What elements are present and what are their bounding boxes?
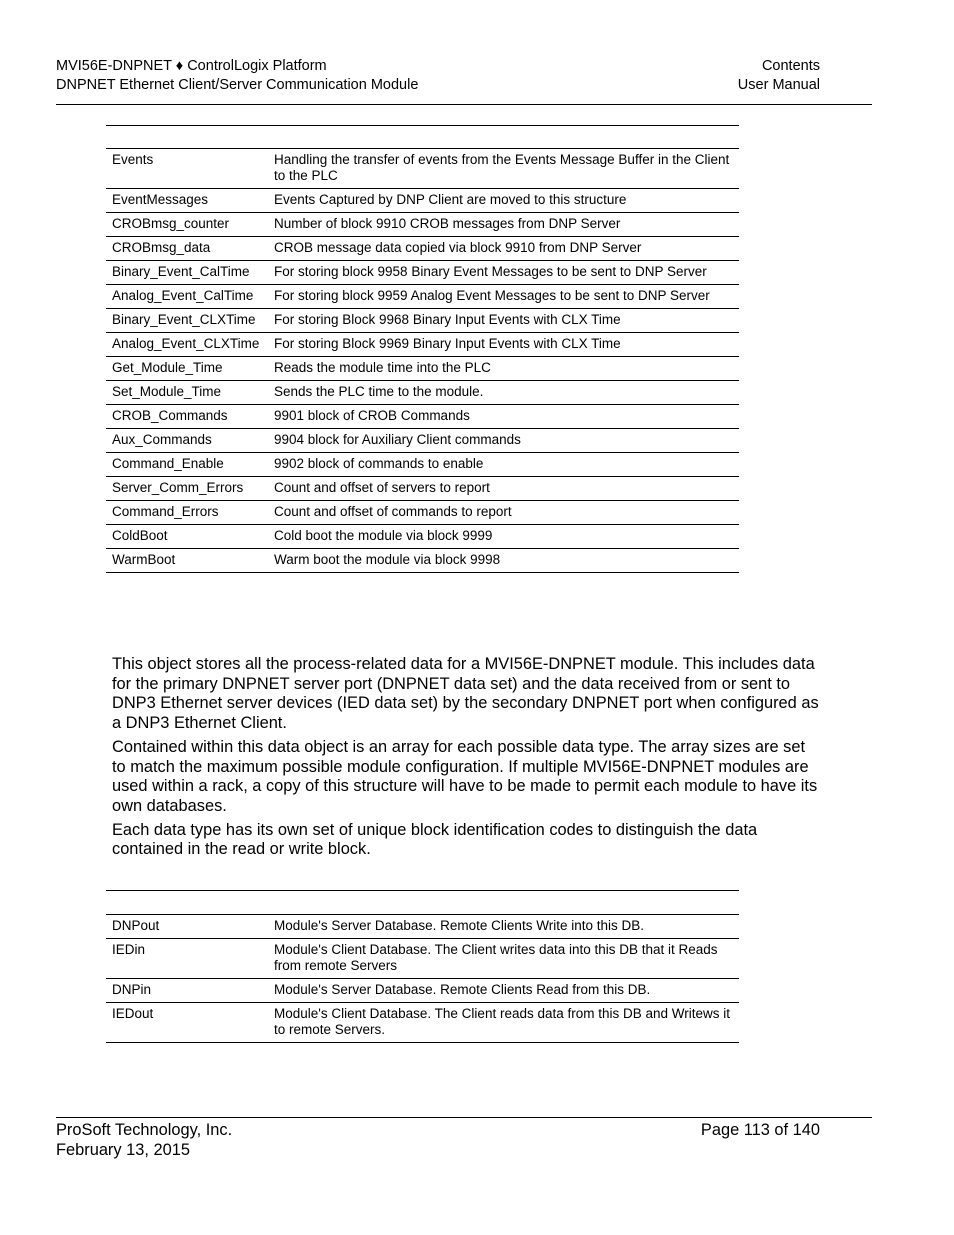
- tag-name: Analog_Event_CalTime: [112, 288, 254, 303]
- header-doc-type: User Manual: [737, 77, 820, 93]
- tag-description: For storing block 9958 Binary Event Messages to be sent to DNP Server: [274, 264, 707, 279]
- page-number: Page 113 of 140: [700, 1121, 820, 1139]
- footer-divider: [56, 1117, 872, 1118]
- table-row: [106, 501, 739, 525]
- paragraph: This object stores all the process-related data for a MVI56E-DNPNET module. This includes data for the primary DNPNET server port (DNPNET data set) and the data received from or sent to DNP3 Ethernet server devices (IED data set) by the secondary DNPNET port when configured as a DNP3 Ethernet Client.: [112, 655, 819, 733]
- db-description: Module's Server Database. Remote Clients Write into this DB.: [274, 918, 644, 933]
- tag-description: Warm boot the module via block 9998: [274, 552, 501, 567]
- tag-description: Events Captured by DNP Client are moved to this structure: [274, 192, 627, 207]
- tag-name: EventMessages: [112, 192, 209, 207]
- footer-left: [56, 1120, 232, 1160]
- header-left: [56, 57, 418, 95]
- tag-description: Sends the PLC time to the module.: [274, 384, 484, 399]
- tag-name: CROB_Commands: [112, 408, 228, 423]
- tag-description: CROB message data copied via block 9910 from DNP Server: [274, 240, 642, 255]
- tag-name: Analog_Event_CLXTime: [112, 336, 260, 351]
- tag-name: WarmBoot: [112, 552, 176, 567]
- table-body: [106, 915, 739, 1043]
- tag-name: Set_Module_Time: [112, 384, 222, 399]
- header-divider: [56, 104, 872, 105]
- table-header-row: [106, 126, 739, 148]
- tag-name: Events: [112, 152, 154, 167]
- tag-description: For storing Block 9969 Binary Input Events with CLX Time: [274, 336, 621, 351]
- tag-name: Aux_Commands: [112, 432, 212, 447]
- table-row: [106, 213, 739, 237]
- db-name: DNPout: [112, 918, 160, 933]
- paragraph: Contained within this data object is an array for each possible data type. The array sizes are set to match the maximum possible module configuration. If multiple MVI56E-DNPNET modules are used within a rack, a copy of this structure will have to be made to permit each module to have its own databases.: [112, 737, 818, 815]
- tag-description: Number of block 9910 CROB messages from DNP Server: [274, 216, 621, 231]
- table-row: [106, 261, 739, 285]
- db-description: Module's Client Database. The Client writes data into this DB that it Reads from remote Servers: [274, 942, 718, 973]
- tag-description: 9901 block of CROB Commands: [274, 408, 470, 423]
- table-row: [106, 285, 739, 309]
- tag-description: Reads the module time into the PLC: [274, 360, 491, 375]
- db-name: DNPin: [112, 982, 152, 997]
- table-row: [106, 549, 739, 573]
- tag-description: 9902 block of commands to enable: [274, 456, 484, 471]
- table-row: [106, 309, 739, 333]
- db-description: Module's Client Database. The Client reads data from this DB and Writews it to remote Servers.: [274, 1006, 731, 1037]
- db-name: IEDout: [112, 1006, 154, 1021]
- table-row: [106, 979, 739, 1003]
- db-name: IEDin: [112, 942, 146, 957]
- table-row: [106, 333, 739, 357]
- header-module-title: DNPNET Ethernet Client/Server Communication Module: [56, 77, 419, 93]
- table-body: [106, 149, 739, 573]
- header-section: Contents: [761, 58, 820, 74]
- table-row: [106, 237, 739, 261]
- tag-description: For storing block 9959 Analog Event Messages to be sent to DNP Server: [274, 288, 710, 303]
- tag-name: CROBmsg_data: [112, 240, 211, 255]
- tag-description: Count and offset of commands to report: [274, 504, 512, 519]
- table-row: [106, 149, 739, 189]
- tag-description: Count and offset of servers to report: [274, 480, 490, 495]
- table-row: [106, 1003, 739, 1043]
- tag-name: Get_Module_Time: [112, 360, 223, 375]
- tag-description-table: [106, 125, 739, 573]
- table-row: [106, 453, 739, 477]
- header-product-title: MVI56E-DNPNET ♦ ControlLogix Platform: [56, 58, 327, 74]
- footer-date: February 13, 2015: [56, 1141, 190, 1159]
- database-table: [106, 890, 739, 1043]
- tag-description: Cold boot the module via block 9999: [274, 528, 493, 543]
- tag-name: ColdBoot: [112, 528, 168, 543]
- db-description: Module's Server Database. Remote Clients Read from this DB.: [274, 982, 651, 997]
- table-row: [106, 477, 739, 501]
- table-row: [106, 525, 739, 549]
- tag-name: CROBmsg_counter: [112, 216, 230, 231]
- table-header-row: [106, 891, 739, 914]
- tag-name: Binary_Event_CLXTime: [112, 312, 256, 327]
- tag-name: Command_Enable: [112, 456, 224, 471]
- header-right: [738, 57, 820, 95]
- tag-description: Handling the transfer of events from the Events Message Buffer in the Client to the PLC: [274, 152, 730, 183]
- table-row: [106, 381, 739, 405]
- paragraph: Each data type has its own set of unique block identification codes to distinguish the data contained in the read or write block.: [112, 820, 758, 859]
- tag-name: Binary_Event_CalTime: [112, 264, 250, 279]
- table-row: [106, 189, 739, 213]
- table-row: [106, 405, 739, 429]
- body-text: [112, 655, 822, 864]
- tag-name: Server_Comm_Errors: [112, 480, 244, 495]
- table-row: [106, 429, 739, 453]
- tag-description: For storing Block 9968 Binary Input Events with CLX Time: [274, 312, 621, 327]
- table-row: [106, 357, 739, 381]
- table-row: [106, 915, 739, 939]
- footer-company: ProSoft Technology, Inc.: [56, 1121, 233, 1139]
- tag-name: Command_Errors: [112, 504, 219, 519]
- tag-description: 9904 block for Auxiliary Client commands: [274, 432, 521, 447]
- table-row: [106, 939, 739, 979]
